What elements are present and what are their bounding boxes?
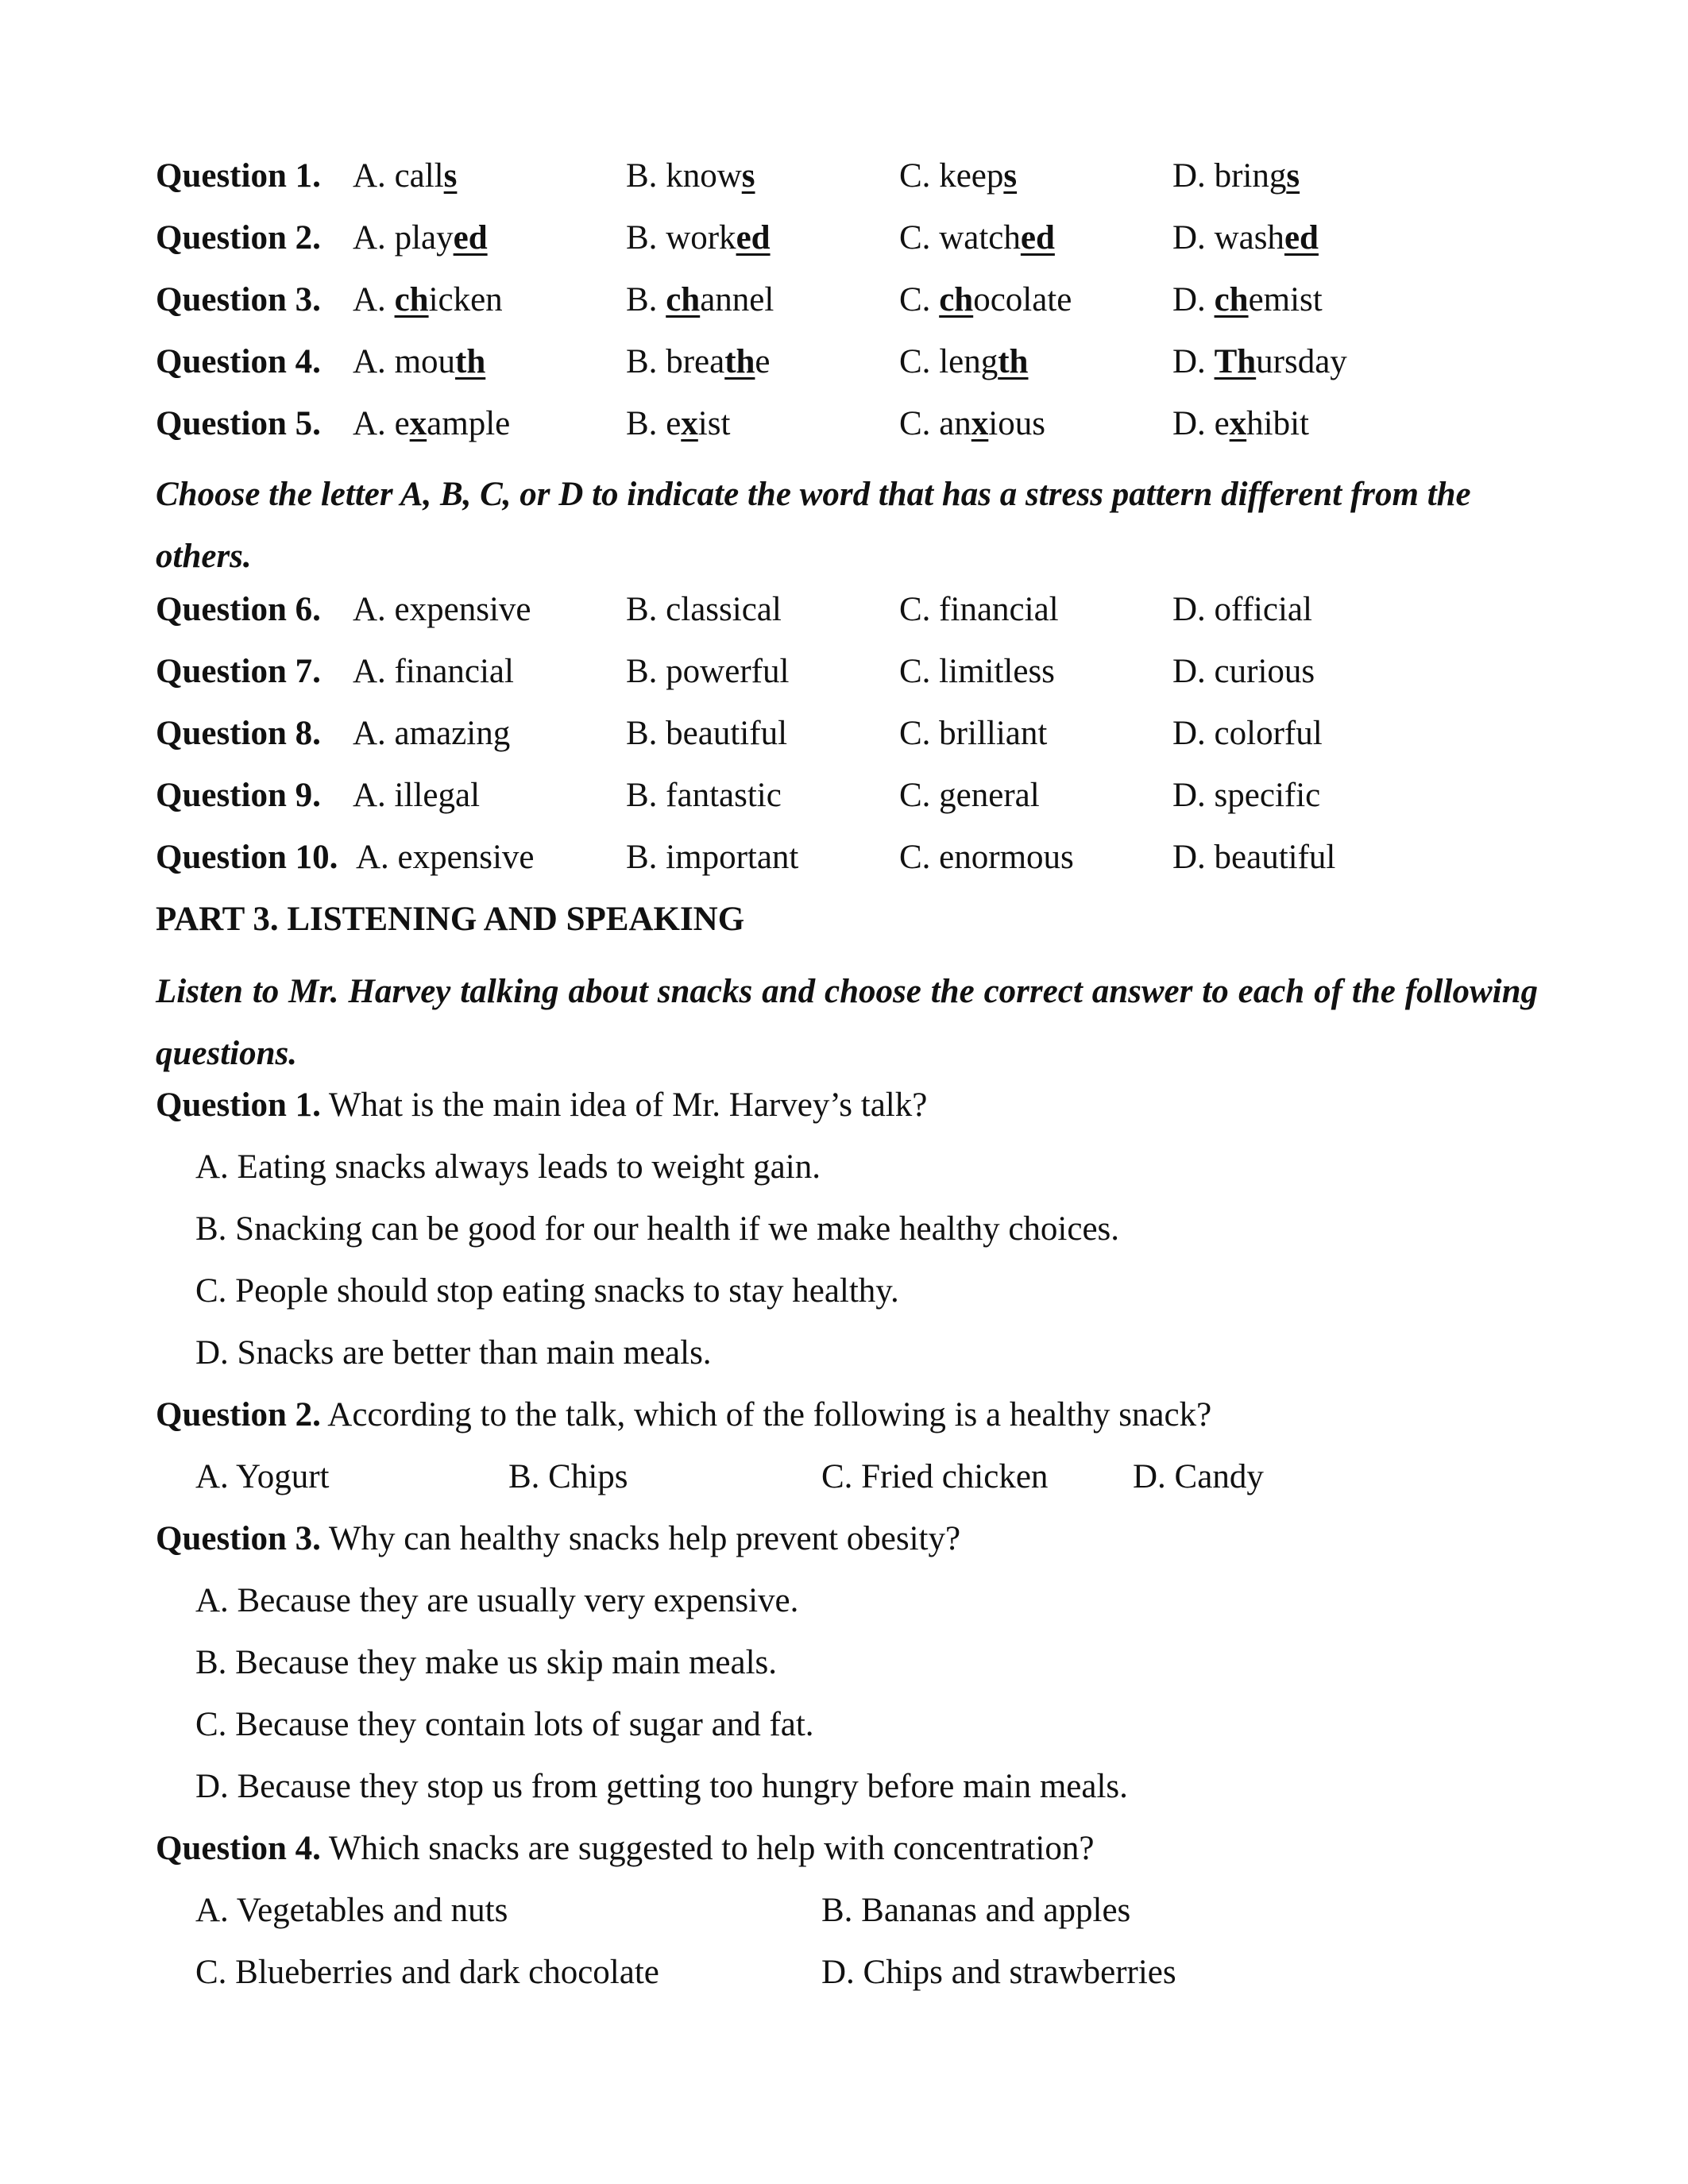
question-text: According to the talk, which of the following is a healthy snack? (327, 1396, 1212, 1433)
question-label: Question 3. (156, 1520, 321, 1557)
question-label: Question 4. (156, 343, 321, 380)
option-b: B. knows (626, 157, 755, 195)
stress-question-row (0, 586, 1688, 634)
pronunciation-question-row (0, 276, 1688, 324)
question-label: Question 2. (156, 219, 321, 257)
pronunciation-question-row (0, 152, 1688, 200)
option-c: C. keeps (899, 157, 1018, 195)
option-b: B. classical (626, 591, 782, 628)
pronunciation-question-row (0, 338, 1688, 386)
option-c: C. limitless (899, 653, 1055, 690)
question-text: Why can healthy snacks help prevent obesity? (328, 1520, 961, 1557)
option-a: A. Vegetables and nuts (195, 1892, 508, 1929)
option-c: C. People should stop eating snacks to stay healthy. (195, 1272, 899, 1310)
stress-instruction: Choose the letter A, B, C, or D to indicate the word that has a stress pattern different from the others. (156, 476, 1471, 575)
option-c: C. financial (899, 591, 1059, 628)
pronunciation-question-row (0, 214, 1688, 262)
option-b: B. Bananas and apples (821, 1892, 1131, 1929)
option-a: A. played (353, 219, 488, 257)
pronunciation-question-row (0, 400, 1688, 448)
question-text: Which snacks are suggested to help with concentration? (328, 1830, 1095, 1867)
option-a: A. expensive (353, 591, 531, 628)
option-a: A. Yogurt (195, 1458, 330, 1495)
option-c: C. anxious (899, 405, 1045, 442)
option-d: D. chemist (1172, 281, 1323, 318)
option-a: A. illegal (353, 777, 481, 814)
option-a: A. Because they are usually very expensive. (195, 1582, 799, 1619)
listening-instruction: Listen to Mr. Harvey talking about snacks and choose the correct answer to each of the following questions. (156, 973, 1538, 1072)
option-d: D. specific (1172, 777, 1321, 814)
option-a: A. Eating snacks always leads to weight gain. (195, 1148, 821, 1186)
stress-question-row (0, 772, 1688, 820)
option-d: D. Because they stop us from getting too hungry before main meals. (195, 1768, 1128, 1805)
question-label: Question 4. (156, 1830, 321, 1867)
option-b: B. channel (626, 281, 774, 318)
option-a: A. expensive (356, 839, 535, 876)
part3-heading: PART 3. LISTENING AND SPEAKING (156, 901, 745, 938)
stress-question-row (0, 710, 1688, 758)
question-label: Question 7. (156, 653, 321, 690)
question-label: Question 3. (156, 281, 321, 318)
option-b: B. important (626, 839, 799, 876)
listening-question (156, 1391, 1211, 1439)
option-a: A. calls (353, 157, 458, 195)
option-c: C. chocolate (899, 281, 1072, 318)
question-label: Question 6. (156, 591, 321, 628)
option-b: B. powerful (626, 653, 790, 690)
option-c: C. watched (899, 219, 1055, 257)
option-a: A. mouth (353, 343, 486, 380)
option-d: D. exhibit (1172, 405, 1309, 442)
option-b: B. breathe (626, 343, 771, 380)
question-text: What is the main idea of Mr. Harvey’s talk? (328, 1086, 928, 1124)
option-c: C. general (899, 777, 1040, 814)
option-d: D. brings (1172, 157, 1300, 195)
option-b: B. exist (626, 405, 731, 442)
option-d: D. washed (1172, 219, 1319, 257)
option-a: A. chicken (353, 281, 503, 318)
question-label: Question 2. (156, 1396, 321, 1433)
stress-question-row (0, 648, 1688, 696)
option-d: D. colorful (1172, 715, 1323, 752)
option-c: C. Fried chicken (821, 1458, 1049, 1495)
question-label: Question 1. (156, 157, 321, 195)
option-b: B. beautiful (626, 715, 788, 752)
option-a: A. amazing (353, 715, 511, 752)
option-c: C. length (899, 343, 1029, 380)
question-label: Question 8. (156, 715, 321, 752)
stress-question-row (0, 834, 1688, 882)
question-label: Question 5. (156, 405, 321, 442)
option-a: A. financial (353, 653, 514, 690)
question-label: Question 9. (156, 777, 321, 814)
option-b: B. Chips (508, 1458, 628, 1495)
option-d: D. Thursday (1172, 343, 1347, 380)
option-c: C. Because they contain lots of sugar and fat. (195, 1706, 814, 1743)
option-b: B. Because they make us skip main meals. (195, 1644, 778, 1681)
option-d: D. curious (1172, 653, 1315, 690)
option-d: D. Snacks are better than main meals. (195, 1334, 712, 1372)
listening-question (156, 1082, 927, 1129)
question-label: Question 1. (156, 1086, 321, 1124)
option-a: A. example (353, 405, 511, 442)
option-d: D. beautiful (1172, 839, 1336, 876)
option-d: D. official (1172, 591, 1312, 628)
option-d: D. Candy (1133, 1458, 1264, 1495)
option-b: B. fantastic (626, 777, 782, 814)
option-b: B. worked (626, 219, 771, 257)
question-label: Question 10. (156, 839, 338, 876)
listening-question (156, 1515, 960, 1563)
option-c: C. enormous (899, 839, 1074, 876)
option-b: B. Snacking can be good for our health if we make healthy choices. (195, 1210, 1120, 1248)
option-d: D. Chips and strawberries (821, 1954, 1176, 1991)
option-c: C. brilliant (899, 715, 1048, 752)
listening-question (156, 1825, 1094, 1873)
option-c: C. Blueberries and dark chocolate (195, 1954, 659, 1991)
